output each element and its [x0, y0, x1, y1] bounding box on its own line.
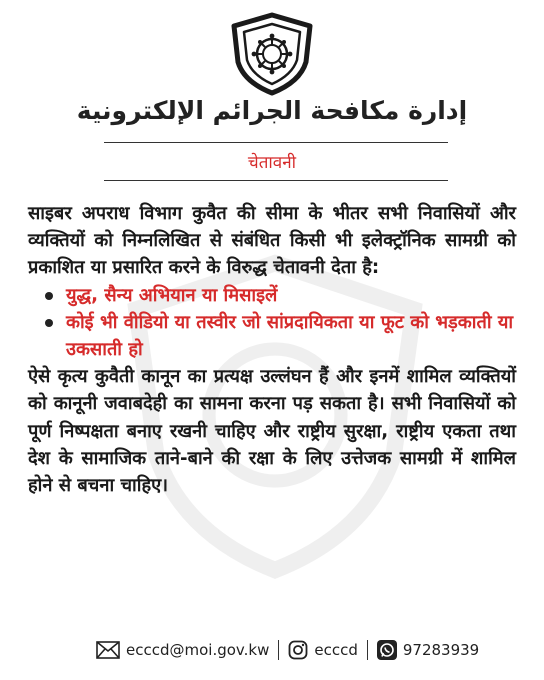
envelope-icon	[96, 641, 120, 659]
organization-name: إدارة مكافحة الجرائم الإلكترونية	[76, 96, 468, 125]
divider-bottom	[104, 180, 448, 181]
list-item	[28, 309, 516, 363]
separator	[367, 640, 368, 660]
intro-paragraph: साइबर अपराध विभाग कुवैत की सीमा के भीतर सभी निवासियों और व्यक्तियों को निम्नलिखित से संबंधित किसी भी इलेक्ट्रॉनिक सामग्री को प्रकाशित या प्रसारित करने के विरुद्ध चेतावनी देता है:	[28, 203, 516, 279]
closing-paragraph: ऐसे कृत्य कुवैती कानून का प्रत्यक्ष उल्लंघन हैं और इनमें शामिल व्यक्तियों को कानूनी जवाबदेही का सामना करना पड़ सकता है। सभी निवासियों को पूर्ण निष्पक्षता बनाए रखनी चाहिए और राष्ट्रीय सुरक्षा, राष्ट्रीय एकता तथा देश के सामाजिक ताने-बाने की रक्षा के लिए उत्तेजक सामग्री में शामिल होने से बचना चाहिए।	[28, 366, 516, 497]
list-item-text: युद्ध, सैन्य अभियान या मिसाइलें	[66, 284, 278, 306]
separator	[278, 640, 279, 660]
instagram-contact[interactable]	[288, 640, 358, 660]
instagram-text: ecccd	[314, 641, 358, 659]
shield-circuit-logo	[226, 12, 318, 96]
whatsapp-icon	[377, 640, 397, 660]
notice-heading: चेतावनी	[247, 153, 297, 173]
divider-top	[104, 142, 448, 143]
warning-list	[28, 282, 516, 364]
bullet-icon	[45, 292, 53, 300]
email-contact[interactable]	[96, 641, 269, 659]
list-item	[28, 282, 516, 309]
bullet-icon	[45, 319, 53, 327]
contact-footer	[96, 638, 479, 662]
whatsapp-contact[interactable]	[377, 640, 479, 660]
instagram-icon	[288, 640, 308, 660]
email-text: ecccd@moi.gov.kw	[126, 641, 270, 659]
notice-body	[28, 200, 516, 499]
list-item-text: कोई भी वीडियो या तस्वीर जो सांप्रदायिकता या फूट को भड़काती या उकसाती हो	[66, 311, 514, 361]
whatsapp-text: 97283939	[402, 641, 480, 659]
